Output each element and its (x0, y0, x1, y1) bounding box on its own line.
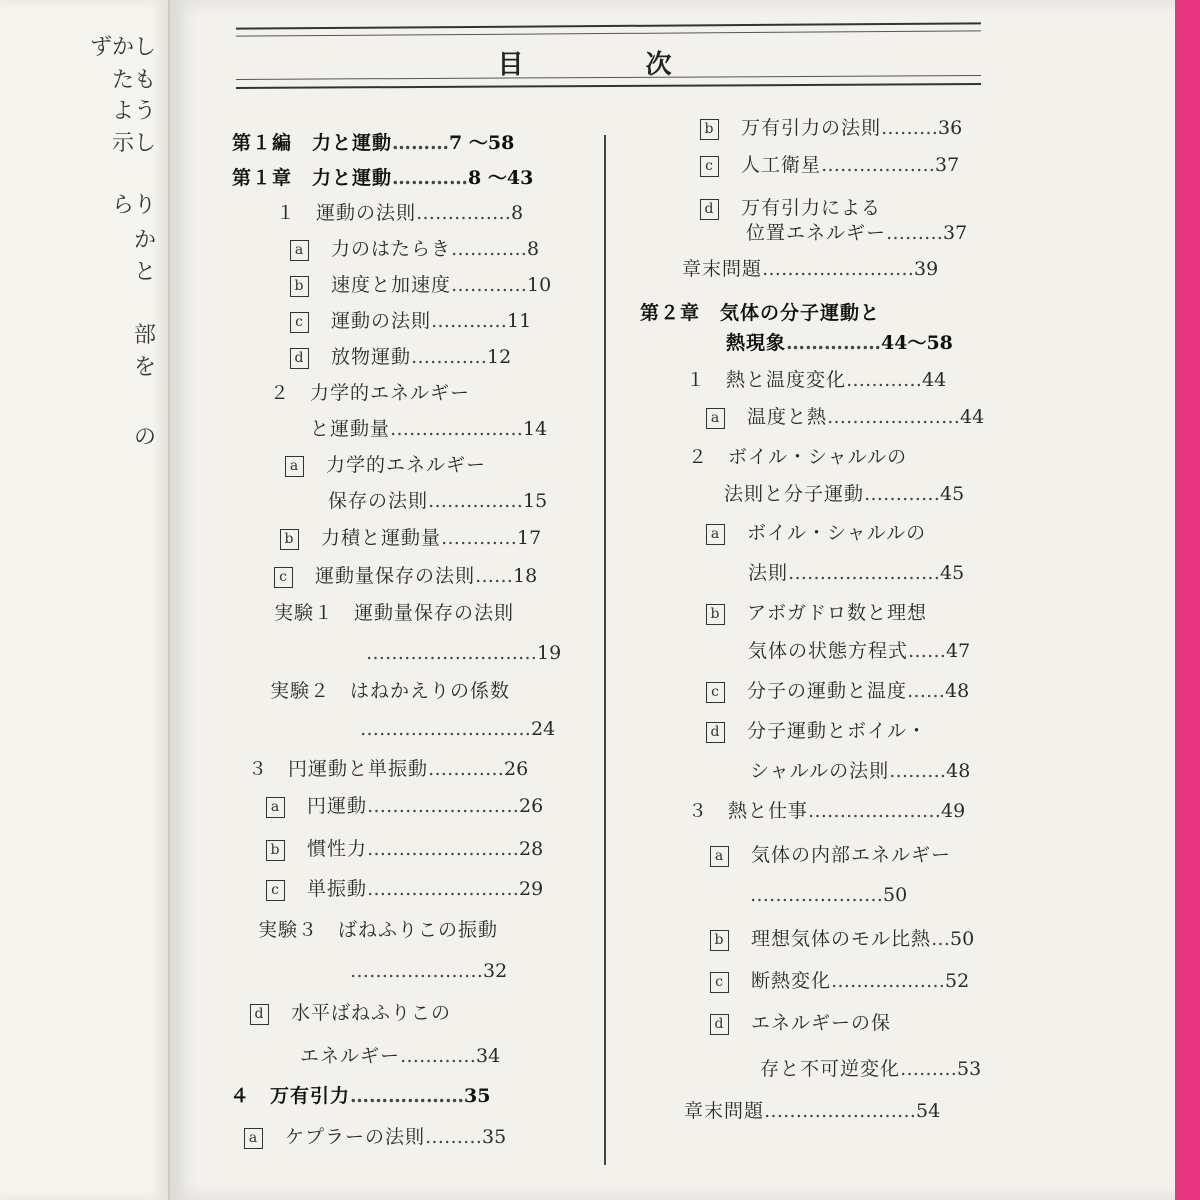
right-toc-entry (682, 256, 938, 282)
entry-label: アボガドロ数と理想 (747, 602, 928, 624)
entry-label: ボイル・シャルルの (747, 522, 927, 544)
entry-label: 第１章 力と運動 (232, 167, 393, 189)
right-toc-entry (760, 1056, 981, 1082)
leader-dots: …… (475, 565, 514, 587)
left-toc-entry (366, 640, 561, 666)
right-toc-entry (640, 300, 880, 326)
subsection-letter-box: b (706, 604, 725, 625)
right-toc-entry (684, 1098, 940, 1124)
left-toc-entry (266, 876, 543, 902)
left-toc-entry (266, 836, 543, 862)
entry-label: 速度と加速度 (331, 274, 452, 296)
left-toc-entry (274, 600, 514, 626)
entry-label: 理想気体のモル比熱 (751, 928, 932, 950)
page-number: 18 (513, 565, 538, 587)
entry-label: 水平ばねふりこの (291, 1002, 452, 1024)
leader-dots: ………… (451, 274, 528, 296)
page-number: 35 (482, 1126, 507, 1148)
page-number: 26 (504, 758, 529, 780)
subsection-letter-box: a (290, 240, 309, 261)
right-toc-entry (700, 152, 959, 178)
entry-label: 力学的エネルギー (326, 454, 487, 476)
subsection-letter-box: c (710, 972, 729, 993)
entry-label: ケプラーの法則 (285, 1126, 426, 1148)
subsection-letter-box: b (280, 529, 299, 550)
left-toc-entry (248, 756, 528, 782)
leader-dots: ……………… (831, 970, 946, 992)
right-toc-entry (686, 367, 946, 393)
leader-dots: …… (908, 640, 947, 662)
entry-label: 気体の内部エネルギー (751, 844, 952, 866)
entry-label: 章末問題 (684, 1100, 765, 1122)
entry-label: 実験１ 運動量保存の法則 (274, 602, 515, 624)
left-page-text-fragment: か (133, 228, 156, 253)
right-toc-entry (710, 968, 969, 994)
page-number: 17 (517, 527, 542, 549)
right-toc-entry (706, 520, 926, 546)
subsection-letter-box: a (710, 846, 729, 867)
entry-label: 万有引力の法則 (741, 117, 882, 139)
subsection-letter-box: b (290, 276, 309, 297)
right-toc-entry (746, 220, 967, 246)
page-number: 15 (523, 490, 548, 512)
leader-dots: …………………… (367, 795, 520, 817)
page-number: 44 (960, 406, 985, 428)
entry-label: 実験３ ばねふりこの振動 (258, 919, 499, 941)
entry-label: １ 熱と温度変化 (686, 369, 847, 391)
leader-dots: …………………… (764, 1100, 917, 1122)
subsection-letter-box: b (700, 119, 719, 140)
page-number: 39 (914, 258, 939, 280)
page-number: 19 (537, 642, 562, 664)
right-toc-entry (706, 600, 927, 626)
right-toc-entry (750, 758, 970, 784)
right-toc-entry (700, 115, 962, 141)
left-page-text-fragment: よう (111, 99, 156, 124)
right-toc-entry (706, 678, 969, 704)
subsection-letter-box: a (244, 1128, 263, 1149)
entry-label: ４ 万有引力 (230, 1085, 351, 1107)
page-number: 29 (519, 878, 544, 900)
page-number: 48 (945, 680, 970, 702)
entry-label: 第１編 力と運動 (232, 132, 393, 154)
entry-label: 保存の法則 (328, 490, 429, 512)
subsection-letter-box: c (266, 880, 285, 901)
right-toc-entry (710, 842, 951, 868)
entry-label: 法則と分子運動 (724, 483, 865, 505)
leader-dots: …………………… (762, 258, 915, 280)
right-toc-entry (688, 798, 965, 824)
leader-dots: ………………… (808, 800, 942, 822)
leader-dots: ……… (886, 222, 944, 244)
entry-label: 人工衛星 (741, 154, 822, 176)
leader-dots: ………………… (350, 960, 483, 982)
entry-label: 力のはたらき (331, 238, 452, 260)
page-number: 7 ～58 (449, 132, 515, 154)
leader-dots: …………………… (367, 838, 520, 860)
page-title: 目 次 (497, 50, 720, 80)
leader-dots: ……… (392, 132, 450, 154)
entry-label: エネルギーの保 (751, 1012, 892, 1034)
leader-dots: …………………… (367, 878, 520, 900)
page-number: 37 (935, 154, 960, 176)
entry-label: 熱現象 (726, 332, 787, 354)
entry-label: １ 運動の法則 (276, 202, 417, 224)
background-strip (1175, 0, 1200, 1200)
leader-dots: ………… (411, 346, 488, 368)
subsection-letter-box: b (266, 840, 285, 861)
right-toc-entry (724, 481, 964, 507)
right-toc-entry (710, 926, 974, 952)
entry-label: 章末問題 (682, 258, 763, 280)
subsection-letter-box: b (710, 930, 729, 951)
leader-dots: ……… (889, 760, 947, 782)
right-toc-entry (748, 638, 970, 664)
leader-dots: ………… (451, 238, 528, 260)
subsection-letter-box: c (274, 567, 293, 588)
entry-label: 断熱変化 (751, 970, 832, 992)
page-number: 49 (941, 800, 966, 822)
page-number: 8 ～43 (468, 167, 534, 189)
entry-label: 気体の状態方程式 (748, 640, 909, 662)
entry-label: 温度と熱 (747, 406, 828, 428)
left-toc-entry (232, 130, 514, 156)
leader-dots: ……… (425, 1126, 483, 1148)
page-number: 14 (523, 418, 548, 440)
right-toc-entry (748, 560, 964, 586)
left-page-text-fragment: を (133, 355, 156, 380)
page-number: 37 (943, 222, 968, 244)
subsection-letter-box: d (700, 199, 719, 220)
leader-dots: ……… (881, 117, 939, 139)
subsection-letter-box: a (706, 408, 725, 429)
left-toc-entry (266, 793, 543, 819)
column-divider (604, 135, 606, 1165)
entry-label: エネルギー (300, 1045, 401, 1067)
page-number: 36 (938, 117, 963, 139)
leader-dots: ………… (431, 310, 508, 332)
left-toc-entry (360, 716, 555, 742)
leader-dots: … (931, 928, 951, 950)
subsection-letter-box: c (700, 156, 719, 177)
leader-dots: ………… (864, 483, 941, 505)
left-page-text-fragment: らり (111, 193, 156, 218)
leader-dots: ……………………… (366, 642, 537, 664)
left-page-text-fragment: 部 (133, 323, 156, 348)
page-number: 24 (531, 718, 556, 740)
left-toc-entry (285, 452, 486, 478)
leader-dots: ……… (900, 1058, 958, 1080)
entry-label: 実験２ はねかえりの係数 (270, 680, 511, 702)
page-number: 48 (946, 760, 971, 782)
page-number: 54 (916, 1100, 941, 1122)
left-page-text-fragment: ずかし (89, 35, 156, 60)
left-toc-entry (274, 563, 537, 589)
leader-dots: …………… (416, 202, 512, 224)
page-number: 11 (507, 310, 532, 332)
leader-dots: ………………… (750, 884, 883, 906)
left-toc-entry (290, 272, 551, 298)
leader-dots: ………………… (390, 418, 524, 440)
left-toc-entry (250, 1000, 451, 1026)
page-number: 34 (476, 1045, 501, 1067)
leader-dots: ………… (428, 758, 505, 780)
right-toc-entry (700, 195, 881, 221)
page-number: 8 (511, 202, 524, 224)
left-toc-entry (232, 165, 533, 191)
page-number: 52 (945, 970, 970, 992)
left-toc-entry (276, 200, 523, 226)
entry-label: 運動の法則 (331, 310, 432, 332)
right-toc-entry (726, 330, 953, 356)
entry-label: ３ 熱と仕事 (688, 800, 809, 822)
subsection-letter-box: c (706, 682, 725, 703)
leader-dots: ……………… (821, 154, 936, 176)
entry-label: 単振動 (307, 878, 368, 900)
page-number: 45 (940, 483, 965, 505)
page-number: 45 (940, 562, 965, 584)
entry-label: シャルルの法則 (750, 760, 890, 782)
entry-label: 放物運動 (331, 346, 412, 368)
leader-dots: ………… (392, 167, 469, 189)
left-toc-entry (350, 958, 507, 984)
subsection-letter-box: d (250, 1004, 269, 1025)
left-toc-entry (290, 308, 531, 334)
entry-label: と運動量 (310, 418, 391, 440)
leader-dots: ………… (441, 527, 518, 549)
subsection-letter-box: d (290, 348, 309, 369)
left-page-text-fragment: の (133, 425, 156, 450)
subsection-letter-box: d (710, 1014, 729, 1035)
facing-left-page (0, 0, 170, 1200)
subsection-letter-box: c (290, 312, 309, 333)
subsection-letter-box: a (706, 524, 725, 545)
leader-dots: ………… (400, 1045, 477, 1067)
left-toc-entry (230, 1083, 490, 1109)
entry-label: 円運動 (307, 795, 368, 817)
left-page-text-fragment: たも (111, 68, 156, 93)
left-toc-entry (244, 1124, 506, 1150)
left-toc-entry (280, 525, 541, 551)
entry-label: ２ ボイル・シャルルの (688, 446, 908, 468)
entry-label: 万有引力による (741, 197, 882, 219)
entry-label: ２ 力学的エネルギー (270, 382, 471, 404)
right-toc-entry (710, 1010, 891, 1036)
left-toc-entry (290, 236, 539, 262)
right-toc-entry (706, 404, 984, 430)
left-toc-entry (290, 344, 511, 370)
page-number: 26 (519, 795, 544, 817)
entry-label: 第２章 気体の分子運動と (640, 302, 881, 324)
page-number: 35 (464, 1085, 491, 1107)
leader-dots: ………………… (827, 406, 961, 428)
page-number: 28 (519, 838, 544, 860)
entry-label: ３ 円運動と単振動 (248, 758, 429, 780)
leader-dots: ……………………… (360, 718, 531, 740)
leader-dots: …… (907, 680, 946, 702)
entry-label: 存と不可逆変化 (760, 1058, 901, 1080)
page-number: 32 (483, 960, 508, 982)
leader-dots: ………… (846, 369, 923, 391)
entry-label: 法則 (748, 562, 789, 584)
left-toc-entry (258, 917, 498, 943)
page-number: 47 (946, 640, 971, 662)
page-number: 12 (487, 346, 512, 368)
left-toc-entry (270, 380, 470, 406)
left-page-text-fragment: と (133, 260, 156, 285)
right-toc-entry (688, 444, 907, 470)
entry-label: 慣性力 (307, 838, 368, 860)
leader-dots: ……………… (350, 1085, 465, 1107)
right-toc-entry (750, 882, 907, 908)
right-toc-entry (706, 718, 927, 744)
entry-label: 位置エネルギー (746, 222, 887, 244)
entry-label: 運動量保存の法則 (315, 565, 476, 587)
page-number: 44 (922, 369, 947, 391)
subsection-letter-box: a (266, 797, 285, 818)
page-number: 8 (527, 238, 540, 260)
entry-label: 力積と運動量 (321, 527, 442, 549)
left-toc-entry (270, 678, 510, 704)
left-toc-entry (328, 488, 547, 514)
page-number: 44～58 (881, 332, 953, 354)
leader-dots: …………… (786, 332, 882, 354)
leader-dots: …………………… (788, 562, 941, 584)
subsection-letter-box: d (706, 722, 725, 743)
page-number: 10 (527, 274, 552, 296)
leader-dots: …………… (428, 490, 524, 512)
page-number: 50 (950, 928, 975, 950)
page-number: 53 (957, 1058, 982, 1080)
entry-label: 分子の運動と温度 (747, 680, 908, 702)
page-number: 50 (883, 884, 908, 906)
left-page-text-fragment: 示し (111, 131, 156, 156)
subsection-letter-box: a (285, 456, 304, 477)
left-toc-entry (310, 416, 547, 442)
entry-label: 分子運動とボイル・ (747, 720, 928, 742)
left-toc-entry (300, 1043, 500, 1069)
